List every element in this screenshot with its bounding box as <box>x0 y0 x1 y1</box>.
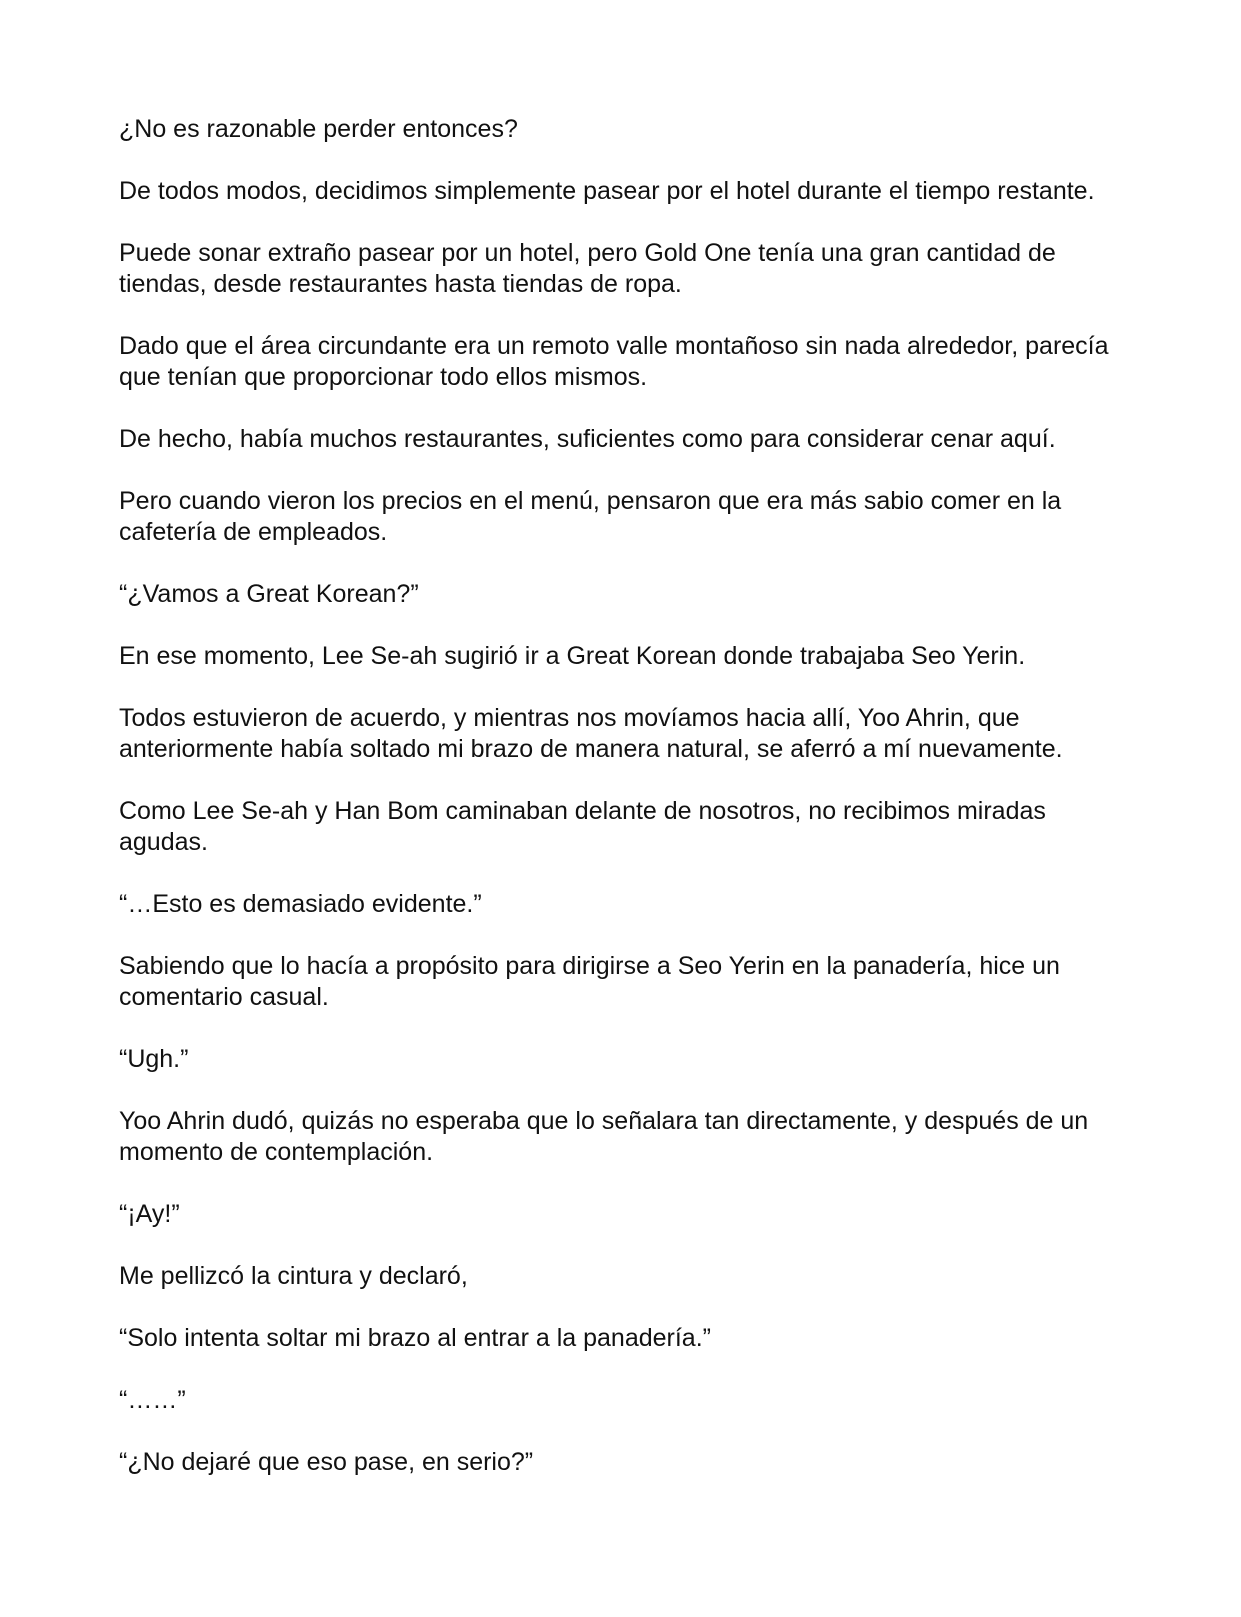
dialogue-line: “¿No dejaré que eso pase, en serio?” <box>119 1448 534 1476</box>
paragraph: Me pellizcó la cintura y declaró, <box>119 1262 468 1290</box>
paragraph: En ese momento, Lee Se-ah sugirió ir a Great Korean donde trabajaba Seo Yerin. <box>119 642 1026 670</box>
paragraph: De todos modos, decidimos simplemente pasear por el hotel durante el tiempo restante. <box>119 177 1095 205</box>
dialogue-line: “Ugh.” <box>119 1045 189 1073</box>
dialogue-line: “¿Vamos a Great Korean?” <box>119 580 419 608</box>
paragraph: ¿No es razonable perder entonces? <box>119 115 518 143</box>
paragraph: De hecho, había muchos restaurantes, suficientes como para considerar cenar aquí. <box>119 425 1056 453</box>
document-body <box>119 114 1119 1509</box>
paragraph: Pero cuando vieron los precios en el menú, pensaron que era más sabio comer en la cafetería de empleados. <box>119 487 1062 546</box>
paragraph: Puede sonar extraño pasear por un hotel, pero Gold One tenía una gran cantidad de tiendas, desde restaurantes hasta tiendas de ropa. <box>119 239 1056 298</box>
paragraph: Dado que el área circundante era un remoto valle montañoso sin nada alrededor, parecía que tenían que proporcionar todo ellos mismos. <box>119 332 1109 391</box>
dialogue-line: “…Esto es demasiado evidente.” <box>119 890 482 918</box>
paragraph: Yoo Ahrin dudó, quizás no esperaba que lo señalara tan directamente, y después de un momento de contemplación. <box>119 1107 1089 1166</box>
paragraph: Sabiendo que lo hacía a propósito para dirigirse a Seo Yerin en la panadería, hice un comentario casual. <box>119 952 1060 1011</box>
dialogue-line: “……” <box>119 1386 186 1414</box>
dialogue-line: “¡Ay!” <box>119 1200 180 1228</box>
paragraph: Como Lee Se-ah y Han Bom caminaban delante de nosotros, no recibimos miradas agudas. <box>119 797 1046 856</box>
paragraph: Todos estuvieron de acuerdo, y mientras nos movíamos hacia allí, Yoo Ahrin, que anteriormente había soltado mi brazo de manera natural, se aferró a mí nuevamente. <box>119 704 1063 763</box>
dialogue-line: “Solo intenta soltar mi brazo al entrar a la panadería.” <box>119 1324 711 1352</box>
